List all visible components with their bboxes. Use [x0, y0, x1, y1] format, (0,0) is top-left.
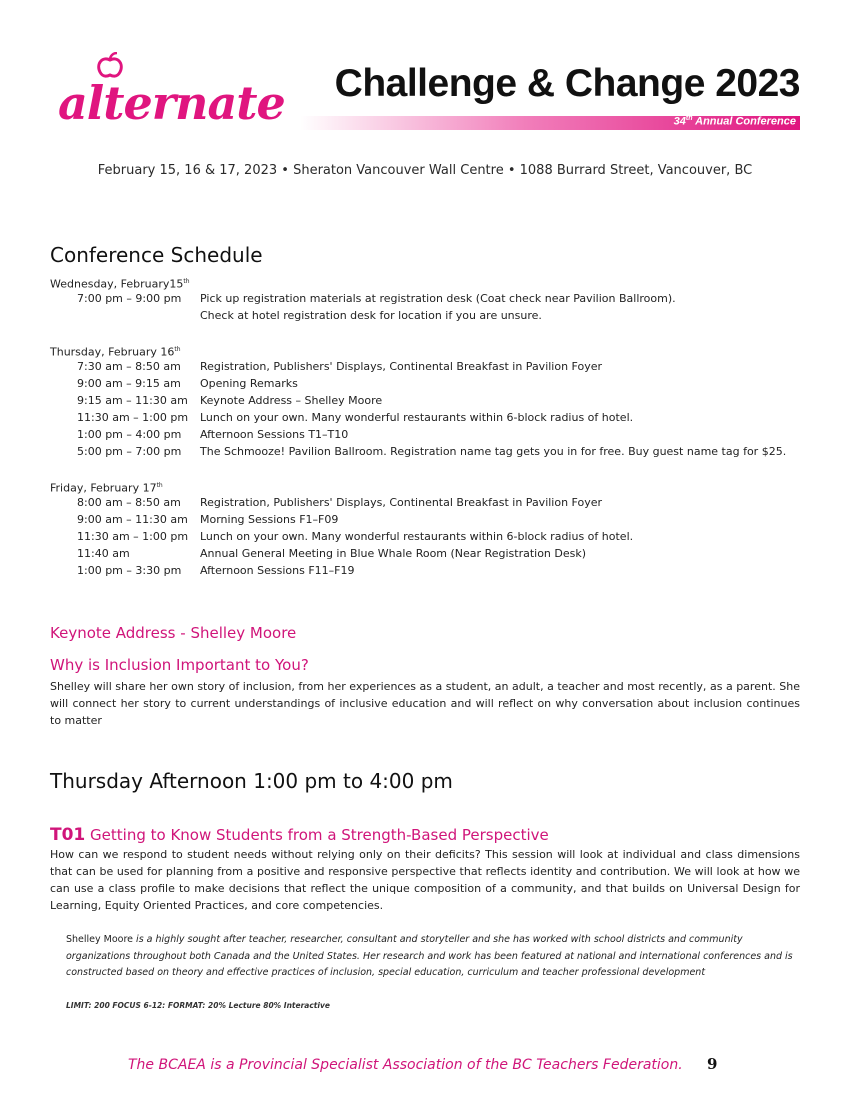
- bio-text: is a highly sought after teacher, researcher, consultant and storyteller and she has worked with school districts and community organizations throughout both Canada and the United States. Her research and work has been featured at national and international conferences and is constructed based on theory and effective practices of inclusion, special education, curriculum and teacher professional development: [66, 934, 793, 978]
- alternate-logo: [58, 52, 308, 132]
- schedule-row: Check at hotel registration desk for location if you are unsure.: [200, 309, 542, 322]
- thursday-afternoon-heading: Thursday Afternoon 1:00 pm to 4:00 pm: [50, 769, 453, 793]
- schedule-day-thursday: [50, 342, 810, 460]
- session-code: T01: [50, 825, 86, 845]
- schedule-heading: Conference Schedule: [50, 243, 263, 267]
- day-name: Thursday, February 16th: [50, 345, 181, 359]
- keynote-heading: Keynote Address - Shelley Moore: [50, 624, 297, 642]
- keynote-subheading: Why is Inclusion Important to You?: [50, 656, 309, 674]
- schedule-day-wednesday: [50, 274, 810, 324]
- schedule-row: 9:00 am – 9:15 am Opening Remarks: [77, 377, 298, 390]
- session-description: How can we respond to student needs without relying only on their deficits? This session will look at individual and class dimensions that can be used for planning from a positive and responsive perspective that reflects identity and contribution. We will look at how we can use a class profile to make decisions that reflect the unique composition of a community, and that builds on Universal Design for Learning, Equity Oriented Practices, and core competencies.: [50, 848, 800, 912]
- schedule-row: 9:15 am – 11:30 am Keynote Address – Shelley Moore: [77, 394, 383, 407]
- session-title: Getting to Know Students from a Strength-Based Perspective: [90, 826, 549, 844]
- schedule-row: 11:30 am – 1:00 pm Lunch on your own. Many wonderful restaurants within 6-block radius of hotel.: [77, 530, 634, 543]
- schedule-row: 1:00 pm – 4:00 pm Afternoon Sessions T1–T10: [77, 428, 349, 441]
- title-gradient-bar: [300, 116, 800, 130]
- schedule-row: 11:30 am – 1:00 pm Lunch on your own. Many wonderful restaurants within 6-block radius of hotel.: [77, 411, 634, 424]
- page-number: 9: [707, 1055, 718, 1073]
- presenter-name: Shelley Moore: [66, 934, 134, 945]
- event-details: February 15, 16 & 17, 2023 • Sheraton Vancouver Wall Centre • 1088 Burrard Street, Vancouver, BC: [97, 163, 753, 178]
- schedule-row: 9:00 am – 11:30 am Morning Sessions F1–F09: [77, 513, 339, 526]
- schedule-day-friday: [50, 478, 810, 579]
- schedule-row: 7:00 pm – 9:00 pm Pick up registration materials at registration desk (Coat check near Pavilion Ballroom).: [77, 292, 676, 305]
- session-heading: [50, 825, 549, 845]
- logo-text: alternate: [58, 76, 285, 130]
- schedule-row: 7:30 am – 8:50 am Registration, Publishers' Displays, Continental Breakfast in Pavilion Foyer: [77, 360, 603, 373]
- schedule-row: 8:00 am – 8:50 am Registration, Publishers' Displays, Continental Breakfast in Pavilion Foyer: [77, 496, 603, 509]
- schedule-row: 11:40 am Annual General Meeting in Blue Whale Room (Near Registration Desk): [77, 547, 587, 560]
- footer-note: The BCAEA is a Provincial Specialist Association of the BC Teachers Federation.: [128, 1057, 683, 1073]
- day-name: Wednesday, February15th: [50, 277, 190, 291]
- schedule: [50, 274, 810, 597]
- schedule-row: 1:00 pm – 3:30 pm Afternoon Sessions F11–F19: [77, 564, 355, 577]
- session-limit: LIMIT: 200 FOCUS 6-12: FORMAT: 20% Lecture 80% Interactive: [66, 1001, 330, 1010]
- page-title: Challenge & Change 2023: [334, 62, 800, 105]
- presenter-bio: [66, 932, 800, 982]
- day-name: Friday, February 17th: [50, 481, 163, 495]
- conference-subtitle: 34th Annual Conference: [673, 115, 796, 128]
- keynote-description: Shelley will share her own story of inclusion, from her experiences as a student, an adult, a teacher and most recently, as a parent. She will connect her story to current understandings of inclusive education and will reflect on why conversation about inclusion continues to matter: [50, 680, 800, 727]
- schedule-row: 5:00 pm – 7:00 pm The Schmooze! Pavilion Ballroom. Registration name tag gets you in for free. Buy guest name tag for $25.: [77, 445, 787, 458]
